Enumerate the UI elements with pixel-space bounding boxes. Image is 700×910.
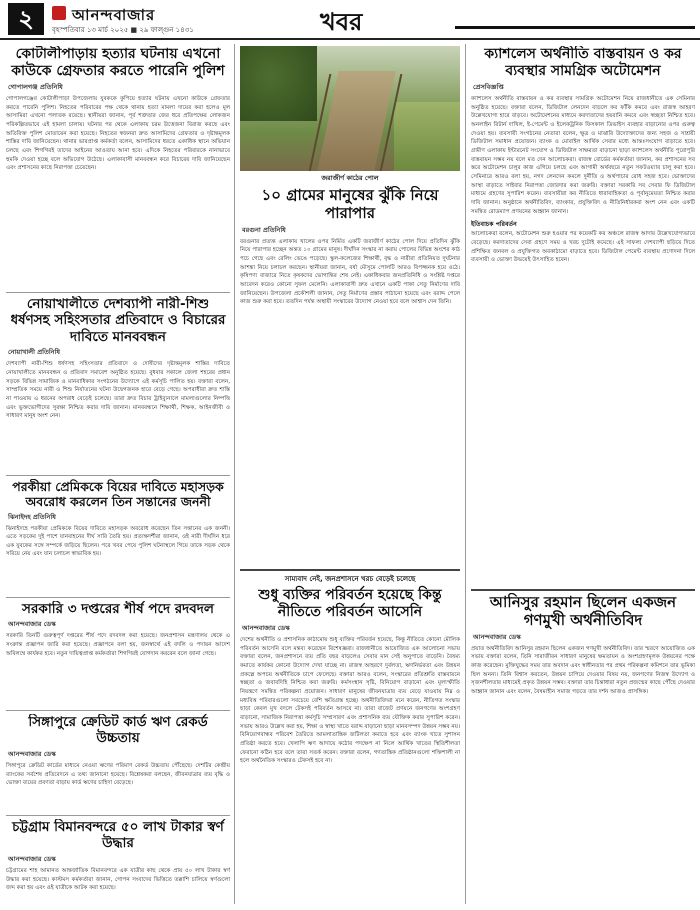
- article-body: দেশব্যাপী নারী-শিশু ধর্ষণসহ সহিংসতার প্রতিবাদে ও দোষীদের দৃষ্টান্তমূলক শাস্তির দাবিতে নোয়াখালীতে মানববন্ধন ও প্রতিবাদ সমাবেশ অনুষ্ঠিত হয়েছে। বুধবার সকালে জেলা শহরের প্রধান সড়কে বিভিন্ন সামাজিক ও মানবাধিকার সংগঠনের উদ্যোগে এই কর্মসূচি পালিত হয়। বক্তারা বলেন, সাম্প্রতিক সময়ে নারী ও শিশু নির্যাতনের ঘটনা উদ্বেগজনক হারে বেড়ে গেছে। অপরাধীরা দ্রুত শাস্তি না পাওয়ায় এ ধরনের অপরাধ বেড়েই চলেছে। তারা দ্রুত বিচার ট্রাইব্যুনালে মামলাগুলোর নিষ্পত্তি এবং ভুক্তভোগীদের সুরক্ষা নিশ্চিত করার দাবি জানান। মানববন্ধনে শিক্ষার্থী, শিক্ষক, আইনজীবী ও সাধারণ মানুষ অংশ নেন।: [6, 361, 230, 420]
- article-body: বরগুনার প্রত্যন্ত এলাকায় খালের ওপর নির্মিত একটি জরাজীর্ণ কাঠের পোল দিয়ে প্রতিদিন ঝুঁকি নিয়ে পারাপার হচ্ছেন অন্তত ১০ গ্রামের মানুষ। দীর্ঘদিন সংস্কার না করায় পোলের বিভিন্ন অংশের কাঠ পচে গেছে এবং রেলিং ভেঙে পড়েছে। স্কুল-কলেজের শিক্ষার্থী, বৃদ্ধ ও নারীরা প্রতিনিয়ত দুর্ঘটনার আশঙ্কা নিয়ে চলাচল করছেন। স্থানীয়রা জানান, বর্ষা মৌসুমে পোলটি আরও বিপজ্জনক হয়ে ওঠে। কৃষিপণ্য বাজারে নিতে কৃষকদের ভোগান্তির শেষ নেই। একাধিকবার জনপ্রতিনিধি ও সংশ্লিষ্ট দপ্তরে আবেদন করেও কোনো সুফল মেলেনি। এলাকাবাসী দ্রুত এখানে একটি পাকা সেতু নির্মাণের দাবি জানিয়েছেন। উপজেলা প্রকৌশলী জানান, সেতু নির্মাণের প্রস্তাব পাঠানো হয়েছে এবং বরাদ্দ পেলে কাজ শুরু করা হবে। ততদিন পর্যন্ত অস্থায়ী সংস্কারের উদ্যোগ নেওয়া হবে বলে আশ্বাস দেন তিনি।: [240, 238, 460, 306]
- newspaper-logo: [52, 4, 232, 22]
- story-cashless: [471, 46, 695, 586]
- byline: আনন্দবাজার ডেস্ক: [8, 749, 56, 758]
- headline: নোয়াখালীতে দেশব্যাপী নারী-শিশু ধর্ষণসহ সহিংসতার প্রতিবাদে ও বিচারের দাবিতে মানববন্ধন: [10, 296, 226, 345]
- story-divider: [6, 292, 230, 293]
- article-body: প্রয়াত অর্থনীতিবিদ আনিসুর রহমান ছিলেন একজন গণমুখী অর্থনীতিবিদ। তার স্মরণে আয়োজিত এক সভায় বক্তারা বলেন, তিনি সারাজীবন সাধারণ মানুষের ক্ষমতায়ন ও অংশগ্রহণমূলক উন্নয়নের পক্ষে কাজ করেছেন। মুক্তিযুদ্ধের সময় তার অবদান এবং স্বাধীনতার পর প্রথম পরিকল্পনা কমিশনে তার ভূমিকা ছিল অনন্য। তিনি বিশ্বাস করতেন, উন্নয়ন চাপিয়ে দেওয়ার বিষয় নয়, জনগণের নিজস্ব উদ্যোগ ও সৃজনশীলতার মাধ্যমেই প্রকৃত উন্নয়ন সম্ভব। বক্তারা তার চিন্তাধারা নতুন প্রজন্মের কাছে পৌঁছে দেওয়ার আহ্বান জানান এবং বলেন, বৈষম্যহীন সমাজ গড়তে তার দর্শন আজও প্রাসঙ্গিক।: [471, 645, 695, 695]
- article-body: চট্টগ্রামের শাহ আমানত আন্তর্জাতিক বিমানবন্দরে এক যাত্রীর কাছ থেকে প্রায় ৫০ লাখ টাকার স্বর্ণ উদ্ধার করা হয়েছে। কাস্টমস কর্মকর্তারা জানান, গোপন সংবাদের ভিত্তিতে তল্লাশি চালিয়ে স্বর্ণগুলো জব্দ করা হয় এবং ওই যাত্রীকে আটক করা হয়েছে।: [6, 867, 230, 892]
- headline: পরকীয়া প্রেমিককে বিয়ের দাবিতে মহাসড়ক অবরোধ করলেন তিন সন্তানের জননী: [12, 479, 224, 510]
- story-kotalipara: [6, 46, 230, 289]
- story-divider: [471, 589, 695, 591]
- story-divider: [6, 815, 230, 816]
- article-body: সরকারি তিনটি গুরুত্বপূর্ণ দপ্তরের শীর্ষ পদে রদবদল করা হয়েছে। জনপ্রশাসন মন্ত্রণালয় থেকে এ সংক্রান্ত প্রজ্ঞাপন জারি করা হয়েছে। প্রজ্ঞাপনে বলা হয়, জনস্বার্থে এই বদলি ও পদায়ন আদেশ অবিলম্বে কার্যকর হবে। নতুন দায়িত্বপ্রাপ্ত কর্মকর্তারা শিগগিরই যোগদান করবেন বলে জানা গেছে।: [6, 633, 230, 657]
- story-divider: [6, 597, 230, 598]
- headline: সরকারি ৩ দপ্তরের শীর্ষ পদে রদবদল: [22, 601, 214, 617]
- article-body: সিঙ্গাপুরে ক্রেডিট কার্ডের মাধ্যমে নেওয়া ঋণের পরিমাণ রেকর্ড উচ্চতায় পৌঁছেছে। দেশটির কেন্দ্রীয় ব্যাংকের সর্বশেষ প্রতিবেদনে এ তথ্য জানানো হয়েছে। বিশ্লেষকরা বলছেন, জীবনযাত্রার ব্যয় বৃদ্ধি ও ভোক্তা ব্যয়ের প্রবণতা বাড়ায় কার্ড ঋণের চাহিদা বেড়েছে।: [6, 762, 230, 787]
- page-number: ২: [8, 3, 44, 35]
- masthead: [0, 0, 700, 40]
- headline: ১০ গ্রামের মানুষের ঝুঁকি নিয়ে পারাপার: [261, 186, 439, 223]
- story-divider: [6, 475, 230, 476]
- story-divider: [240, 569, 460, 571]
- article-body: গোপালগঞ্জের কোটালীপাড়া উপজেলায় যুবককে কুপিয়ে হত্যার ঘটনায় এখনো কাউকে গ্রেফতার করতে পারেনি পুলিশ। নিহতের পরিবারের পক্ষ থেকে থানায় হত্যা মামলা দায়ের করা হলেও মূল আসামিরা এখনো পলাতক রয়েছে। স্থানীয়রা জানান, পূর্ব শত্রুতার জের ধরে প্রতিপক্ষের লোকজন পরিকল্পিতভাবে এই হামলা চালায়। ঘটনার পর থেকে এলাকায় চরম উত্তেজনা বিরাজ করছে এবং অতিরিক্ত পুলিশ মোতায়েন করা হয়েছে। নিহতের স্বজনরা দ্রুত আসামিদের গ্রেফতার ও দৃষ্টান্তমূলক শাস্তির দাবি জানিয়েছেন। থানার ভারপ্রাপ্ত কর্মকর্তা বলেন, আসামিদের ধরতে একাধিক স্থানে অভিযান চলছে এবং শিগগিরই তাদের আইনের আওতায় আনা হবে। এদিকে নিহতের পরিবারকে নানাভাবে হুমকি দেওয়া হচ্ছে বলে অভিযোগ উঠেছে। এলাকাবাসী মানববন্ধন করে বিচারের দাবি জানিয়েছেন এবং প্রশাসনের কাছে নিরাপত্তা চেয়েছেন।: [6, 96, 230, 172]
- story-wooden-bridge: [240, 186, 460, 566]
- headline: ক্যাশলেস অর্থনীতি বাস্তবায়ন ও কর ব্যবস্থার সামগ্রিক অটোমেশন: [484, 46, 682, 80]
- photo-caption-wrap: [240, 173, 460, 183]
- photo-grass: [394, 102, 460, 171]
- byline: আনন্দবাজার ডেস্ক: [473, 632, 521, 641]
- masthead-rule: [455, 26, 695, 29]
- article-body: ক্যাশলেস অর্থনীতি বাস্তবায়ন ও কর ব্যবস্থার সামগ্রিক অটোমেশন নিয়ে রাজধানীতে এক সেমিনার অনুষ্ঠিত হয়েছে। বক্তারা বলেন, ডিজিটাল লেনদেন বাড়লে কর ফাঁকি কমবে এবং রাজস্ব আহরণ উল্লেখযোগ্য হারে বাড়বে। অটোমেশনের মাধ্যমে করদাতাদের হয়রানি কমবে এবং স্বচ্ছতা নিশ্চিত হবে। অনলাইন রিটার্ন দাখিল, ই-পেমেন্ট ও ইলেকট্রনিক ফিসকাল ডিভাইস ব্যবহার বাড়ানোর ওপর গুরুত্ব দেওয়া হয়। ব্যবসায়ী সংগঠনের নেতারা বলেন, ক্ষুদ্র ও মাঝারি উদ্যোক্তাদের জন্য সহজ ও সাশ্রয়ী ডিজিটাল সমাধান প্রয়োজন। ব্যাংক ও মোবাইল আর্থিক সেবার মধ্যে আন্তঃসংযোগ বাড়াতে হবে। গ্রামীণ এলাকায় ইন্টারনেট সংযোগ ও ডিজিটাল সাক্ষরতা বাড়ানো ছাড়া ক্যাশলেস অর্থনীতি পুরোপুরি বাস্তবায়ন সম্ভব নয় বলে মত দেন আলোচকরা। রাজস্ব বোর্ডের কর্মকর্তারা জানান, কর প্রশাসনের সব স্তরে অটোমেশন চালুর কাজ এগিয়ে চলছে এবং আগামী অর্থবছরে নতুন সফটওয়্যার চালু করা হবে। সেমিনারে আরও বলা হয়, নগদ লেনদেন কমলে দুর্নীতি ও অর্থপাচার রোধ সহজ হবে। ভোক্তাদের আস্থা বাড়াতে সাইবার নিরাপত্তা জোরদার করা জরুরি। বক্তারা সরকারি সব সেবার ফি ডিজিটাল মাধ্যমে গ্রহণের সুপারিশ করেন। ব্যবসায়ীরা কর নীতিতে ধারাবাহিকতা ও পূর্বানুমেয়তা নিশ্চিত করার দাবি জানান। অনুষ্ঠানে অর্থনীতিবিদ, ব্যাংকার, প্রযুক্তিবিদ ও নীতিনির্ধারকরা অংশ নেন এবং একটি সমন্বিত রোডম্যাপ প্রণয়নের আহ্বান জানান।: [471, 96, 695, 215]
- byline: নোয়াখালী প্রতিনিধি: [8, 348, 61, 357]
- column-divider: [234, 44, 235, 904]
- headline: সিঙ্গাপুরে ক্রেডিট কার্ড ঋণ রেকর্ড উচ্চতায়: [28, 714, 208, 747]
- story-jhenaidah: [6, 479, 230, 594]
- byline: আনন্দবাজার ডেস্ক: [8, 854, 56, 863]
- bridge-photo: [240, 46, 460, 171]
- story-office-reshuffle: [6, 601, 230, 707]
- story-ctg-gold: [6, 819, 230, 907]
- section-title: খবর: [320, 7, 363, 36]
- story-divider: [6, 710, 230, 711]
- article-body: দেশের অর্থনীতি ও প্রশাসনিক কাঠামোয় শুধু ব্যক্তির পরিবর্তন হয়েছে, কিন্তু নীতিতে কোনো মৌলিক পরিবর্তন আসেনি বলে মন্তব্য করেছেন বিশেষজ্ঞরা। রাজধানীতে আয়োজিত এক আলোচনা সভায় বক্তারা বলেন, জনপ্রশাসনে ব্যয় প্রতি বছর বাড়লেও সেবার মান সেই অনুপাতে বাড়েনি। বৈষম্য কমাতে কার্যকর কোনো উদ্যোগ দেখা যাচ্ছে না। রাজস্ব আহরণে দুর্বলতা, ঋণনির্ভরতা এবং উন্নয়ন প্রকল্পে অপচয় অর্থনীতিকে চাপে ফেলেছে। বক্তারা আরও বলেন, সংস্কারের প্রতিশ্রুতি বাস্তবায়নে স্বচ্ছতা ও জবাবদিহি নিশ্চিত করা জরুরি। কর্মসংস্থান সৃষ্টি, বিনিয়োগ বাড়ানো এবং মূল্যস্ফীতি নিয়ন্ত্রণে সমন্বিত পরিকল্পনা প্রয়োজন। সাধারণ মানুষের জীবনযাত্রার ব্যয় বেড়ে যাওয়ায় নিম্ন ও মধ্যবিত্ত পরিবারগুলো সবচেয়ে বেশি ক্ষতিগ্রস্ত হচ্ছে। অর্থনীতিবিদরা মনে করেন, নীতিগত সংস্কার ছাড়া কেবল মুখ বদলে টেকসই পরিবর্তন আসবে না। তারা বাজেট প্রণয়নে জনগণের অংশগ্রহণ বাড়ানো, সামাজিক নিরাপত্তা কর্মসূচি সম্প্রসারণ এবং প্রশাসনিক ব্যয় যৌক্তিক করার সুপারিশ করেন। সভায় আরও উল্লেখ করা হয়, শিক্ষা ও স্বাস্থ্য খাতে বরাদ্দ বাড়ানো ছাড়া মানবসম্পদ উন্নয়ন সম্ভব নয়। বিনিয়োগবান্ধব পরিবেশ তৈরিতে আমলাতান্ত্রিক জটিলতা কমাতে হবে এবং ব্যাংক খাতে সুশাসন প্রতিষ্ঠা করতে হবে। খেলাপি ঋণ আদায়ে কঠোর পদক্ষেপ না নিলে আর্থিক খাতের স্থিতিশীলতা ফেরানো কঠিন হবে বলে তারা সতর্ক করেন। বক্তারা বলেন, গণতান্ত্রিক প্রতিষ্ঠানগুলো শক্তিশালী না হলে অর্থনৈতিক সংস্কারও টেকসই হবে না।: [240, 637, 460, 765]
- byline: আনন্দবাজার ডেস্ক: [242, 624, 290, 633]
- article-body-continued: আলোচকরা বলেন, অটোমেশন শুরু হওয়ার পর কয়েকটি কর অঞ্চলে রাজস্ব আদায় উল্লেখযোগ্যভাবে বেড়েছে। করদাতাদের সেবা গ্রহণে সময় ও খরচ দুটোই কমেছে। এই সাফল্য দেশব্যাপী ছড়িয়ে দিতে প্রশিক্ষিত জনবল ও প্রযুক্তিগত অবকাঠামো বাড়াতে হবে। ডিজিটাল পেমেন্ট ব্যবস্থায় প্রণোদনা দিলে ব্যবসায়ী ও ভোক্তা উভয়েই উৎসাহিত হবেন।: [471, 231, 695, 264]
- story-singapore-credit: [6, 714, 230, 812]
- byline: প্রেসবিজ্ঞপ্তি: [473, 83, 504, 92]
- byline: বরগুনা প্রতিনিধি: [242, 225, 286, 234]
- photo-caption: জরাজীর্ণ কাঠের পোল: [321, 174, 379, 182]
- dateline: বৃহস্পতিবার ১৩ মার্চ ২০২৫ ■ ২৯ ফাল্গুন ১৪৩১: [52, 26, 194, 34]
- brand-name: আনন্দবাজার: [72, 6, 156, 24]
- column-divider: [465, 44, 466, 904]
- photo-tree: [240, 46, 317, 121]
- story-noakhali: [6, 296, 230, 472]
- kicker: সাম্যবাদ নেই, জনপ্রশাসনে খরচ বেড়েই চলেছে: [284, 575, 416, 583]
- headline: শুধু ব্যক্তির পরিবর্তন হয়েছে কিন্তু নীতিতে পরিবর্তন আসেনি: [258, 587, 442, 621]
- article-body: ঝিনাইদহে পরকীয়া প্রেমিককে বিয়ের দাবিতে মহাসড়ক অবরোধ করেছেন তিন সন্তানের এক জননী। এতে সড়কের দুই পাশে যানবাহনের দীর্ঘ সারি তৈরি হয়। প্রত্যক্ষদর্শীরা জানান, ওই নারী দীর্ঘদিন ধরে এক যুবকের সঙ্গে সম্পর্কে জড়িয়ে ছিলেন। পরে খবর পেয়ে পুলিশ ঘটনাস্থলে গিয়ে তাকে সড়ক থেকে সরিয়ে নেয় এবং যান চলাচল স্বাভাবিক হয়।: [6, 525, 230, 558]
- byline: ঝিনাইদহ প্রতিনিধি: [8, 512, 56, 521]
- byline: গোপালগঞ্জ প্রতিনিধি: [8, 83, 63, 92]
- headline: আনিসুর রহমান ছিলেন একজন গণমুখী অর্থনীতিবিদ: [489, 593, 677, 630]
- byline: আনন্দবাজার ডেস্ক: [8, 620, 56, 629]
- story-anisur-rahman: [471, 593, 695, 905]
- story-policy-change: [240, 573, 460, 905]
- subheading: ইতিবাচক পরিবর্তন: [471, 221, 517, 229]
- headline: চট্টগ্রাম বিমানবন্দরে ৫০ লাখ টাকার স্বর্ণ উদ্ধার: [12, 819, 224, 852]
- headline: কোটালীপাড়ায় হত্যার ঘটনায় এখনো কাউকে গ্রেফতার করতে পারেনি পুলিশ: [11, 46, 225, 80]
